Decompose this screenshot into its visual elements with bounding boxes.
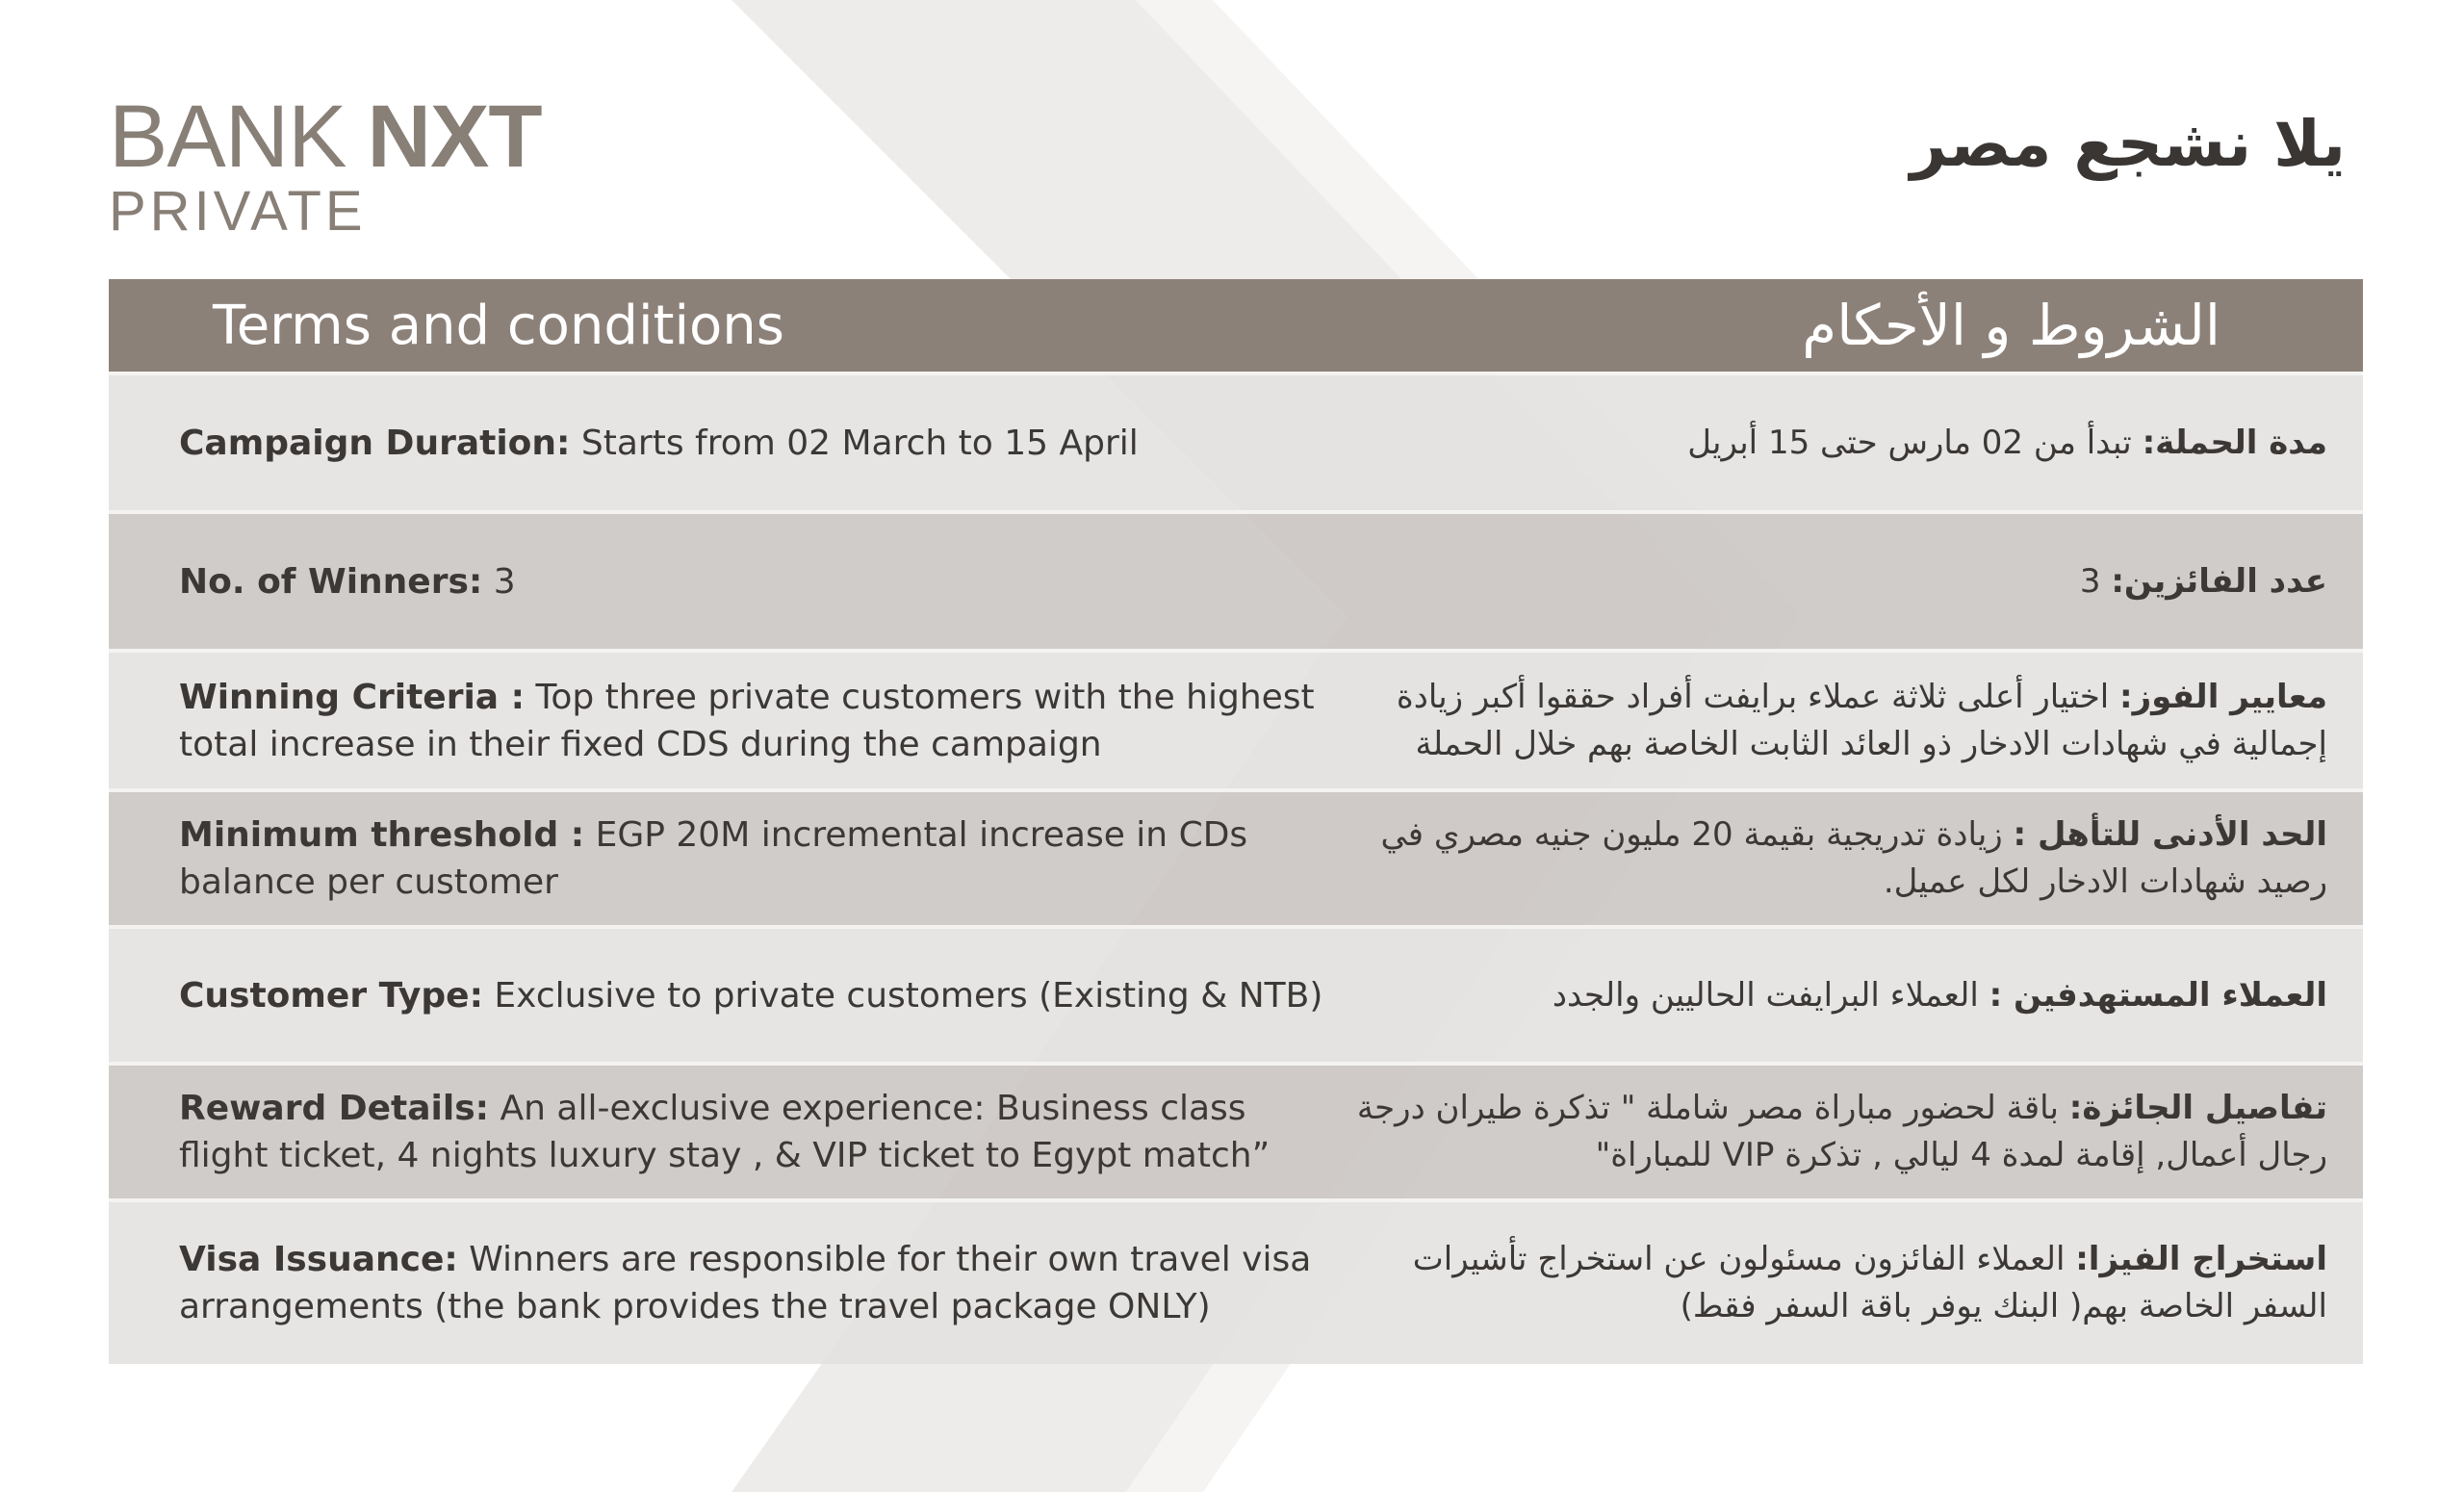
cell-arabic xyxy=(1330,1236,2363,1330)
value-english: Starts from 02 March to 15 April xyxy=(570,423,1139,463)
header-english: Terms and conditions xyxy=(213,294,784,357)
row-winning-criteria xyxy=(109,649,2363,788)
value-arabic: باقة لحضور مباراة مصر شاملة " تذكرة طيران درجة رجال أعمال, إقامة لمدة 4 ليالي , تذكرة VIP للمباراة" xyxy=(1356,1089,2327,1174)
value-english: An all-exclusive experience: Business class flight ticket, 4 nights luxury stay , & VIP ticket to Egypt match” xyxy=(179,1089,1270,1175)
value-english: Winners are responsible for their own travel visa arrangements (the bank provides the travel package ONLY) xyxy=(179,1240,1312,1326)
value-arabic: زيادة تدريجية بقيمة 20 مليون جنيه مصري في رصيد شهادات الادخار لكل عميل. xyxy=(1380,815,2327,901)
label-english: Visa Issuance: xyxy=(179,1240,458,1279)
cell-english xyxy=(109,1236,1330,1330)
logo-bank-text: BANK xyxy=(109,88,346,186)
cell-english xyxy=(109,558,1330,605)
row-minimum-threshold xyxy=(109,788,2363,925)
label-english: Reward Details: xyxy=(179,1089,490,1128)
header-arabic: الشروط و الأحكام xyxy=(1802,293,2220,358)
row-campaign-duration xyxy=(109,372,2363,510)
row-customer-type xyxy=(109,925,2363,1062)
value-english: EGP 20M incremental increase in CDs balance per customer xyxy=(179,815,1248,902)
bank-nxt-private-logo xyxy=(109,88,542,243)
logo-nxt-text: NXT xyxy=(367,88,542,186)
label-english: No. of Winners: xyxy=(179,561,483,602)
label-english: Winning Criteria : xyxy=(179,677,526,717)
label-arabic: الحد الأدنى للتأهل : xyxy=(2013,815,2327,854)
terms-header xyxy=(109,279,2363,372)
label-english: Customer Type: xyxy=(179,975,483,1016)
label-english: Campaign Duration: xyxy=(179,423,571,463)
value-english: Exclusive to private customers (Existing & NTB) xyxy=(482,975,1323,1016)
value-english: 3 xyxy=(482,561,516,602)
campaign-title-arabic: يلا نشجع مصر xyxy=(1910,107,2346,181)
label-english: Minimum threshold : xyxy=(179,815,585,855)
value-arabic: 3 xyxy=(2079,561,2112,601)
cell-arabic xyxy=(1330,674,2363,768)
label-arabic: العملاء المستهدفين : xyxy=(1989,975,2327,1015)
cell-english xyxy=(109,420,1330,467)
label-arabic: استخراج الفيزا: xyxy=(2075,1240,2327,1278)
row-reward-details xyxy=(109,1062,2363,1198)
cell-arabic xyxy=(1330,558,2363,605)
cell-arabic xyxy=(1330,972,2363,1019)
value-arabic: تبدأ من 02 مارس حتى 15 أبريل xyxy=(1687,423,2143,462)
label-arabic: تفاصيل الجائزة: xyxy=(2068,1089,2327,1127)
cell-english xyxy=(109,1085,1330,1179)
value-arabic: اختيار أعلى ثلاثة عملاء برايفت أفراد حققوا أكبر زيادة إجمالية في شهادات الادخار ذو العائد الثابت الخاصة بهم خلال الحملة xyxy=(1396,677,2327,763)
label-arabic: معايير الفوز: xyxy=(2118,677,2327,716)
label-arabic: مدة الحملة: xyxy=(2142,423,2327,462)
value-english: Top three private customers with the highest total increase in their fixed CDS during the campaign xyxy=(179,677,1315,764)
terms-panel xyxy=(109,279,2363,1364)
cell-arabic xyxy=(1330,420,2363,467)
cell-english xyxy=(109,811,1330,906)
cell-english xyxy=(109,674,1330,768)
cell-arabic xyxy=(1330,811,2363,906)
row-no-of-winners xyxy=(109,510,2363,649)
cell-english xyxy=(109,972,1330,1019)
row-visa-issuance xyxy=(109,1198,2363,1364)
cell-arabic xyxy=(1330,1085,2363,1179)
label-arabic: عدد الفائزين: xyxy=(2111,561,2327,601)
logo-private-text: PRIVATE xyxy=(109,180,367,243)
value-arabic: العملاء الفائزون مسئولون عن استخراج تأشيرات السفر الخاصة بهم( البنك يوفر باقة السفر فقط) xyxy=(1412,1240,2327,1325)
value-arabic: العملاء البرايفت الحاليين والجدد xyxy=(1552,975,1989,1015)
